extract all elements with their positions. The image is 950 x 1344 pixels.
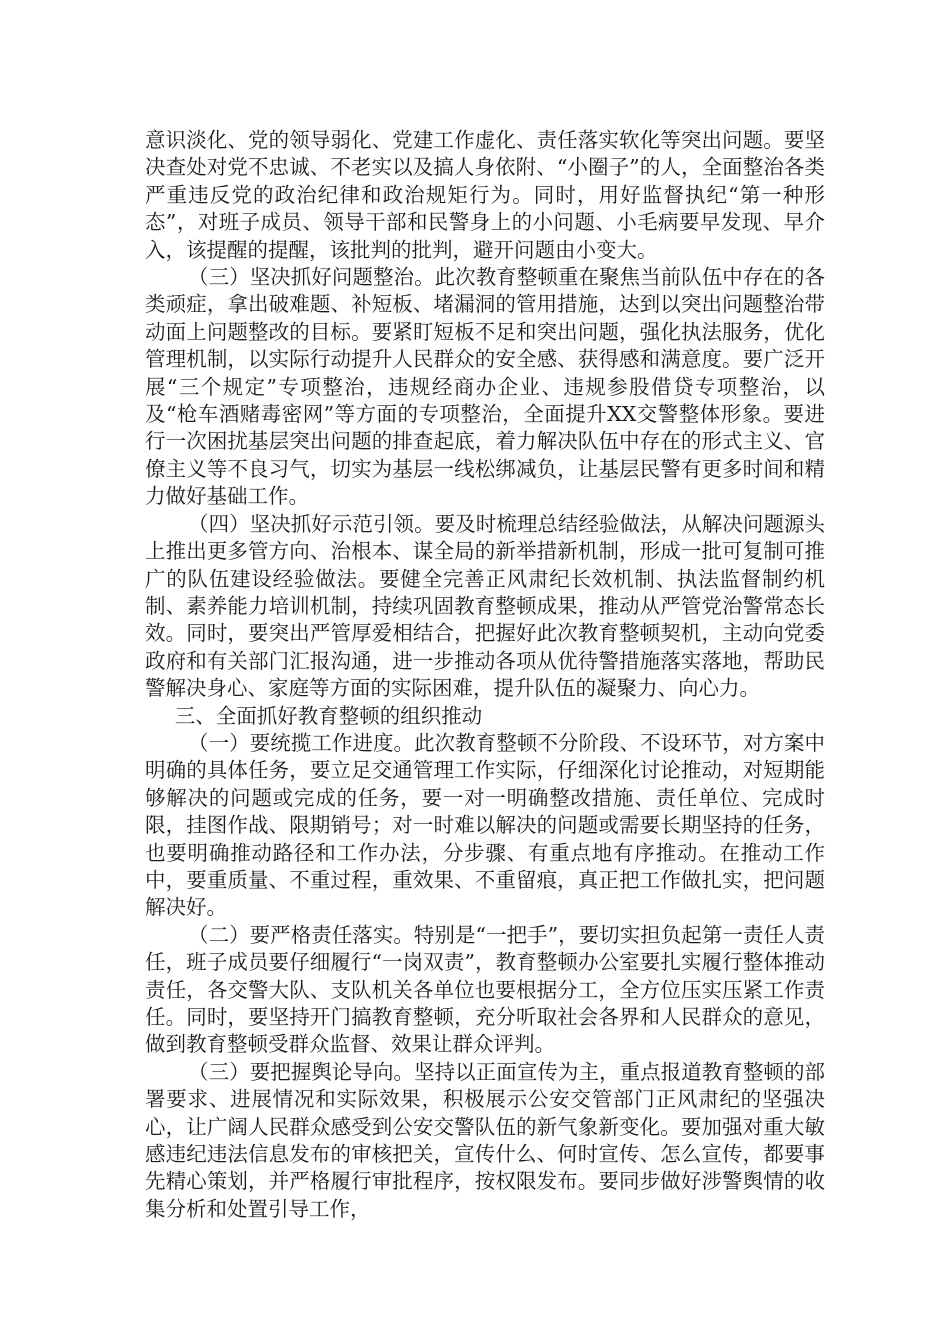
paragraph-public-opinion: （三）要把握舆论导向。坚持以正面宣传为主，重点报道教育整顿的部署要求、进展情况和实际效果，积极展示公安交管部门正风肃纪的坚强决心，让广阔人民群众感受到公安交警队伍的新气象新变化。要加强对重大敏感违纪违法信息发布的审核把关，宣传什么、何时宣传、怎么宣传，都要事先精心策划，并严格履行审批程序，按权限发布。要同步做好涉警舆情的收集分析和处置引导工作， — [145, 1059, 825, 1221]
section-heading: 三、全面抓好教育整顿的组织推动 — [174, 703, 483, 728]
paragraph-work-progress: （一）要统揽工作进度。此次教育整顿不分阶段、不设环节，对方案中明确的具体任务，要立足交通管理工作实际，仔细深化讨论推动，对短期能够解决的问题或完成的任务，要一对一明确整改措施、责任单位、完成时限，挂图作战、限期销号；对一时难以解决的问题或需要长期坚持的任务，也要明确推动路径和工作办法，分步骤、有重点地有序推动。在推动工作中，要重质量、不重过程，重效果、不重留痕，真正把工作做扎实，把问题解决好。 — [145, 730, 825, 920]
paragraph-continued: 意识淡化、党的领导弱化、党建工作虚化、责任落实软化等突出问题。要坚决查处对党不忠诚、不老实以及搞人身依附、“小圈子”的人，全面整治各类严重违反党的政治纪律和政治规矩行为。同时，用好监督执纪“第一种形态”，对班子成员、领导干部和民警身上的小问题、小毛病要早发现、早介入，该提醒的提醒，该批判的批判，避开问题由小变大。 — [145, 128, 825, 262]
document-body — [145, 127, 825, 1223]
paragraph-responsibility: （二）要严格责任落实。特别是“一把手”，要切实担负起第一责任人责任，班子成员要仔细履行“一岗双责”，教育整顿办公室要扎实履行整体推动责任，各交警大队、支队机关各单位也要根据分工，全方位压实压紧工作责任。同时，要坚持开门搞教育整顿，充分听取社会各界和人民群众的意见，做到教育整顿受群众监督、效果让群众评判。 — [145, 922, 825, 1057]
paragraph-demonstration: （四）坚决抓好示范引领。要及时梳理总结经验做法，从解决问题源头上推出更多管方向、治根本、谋全局的新举措新机制，形成一批可复制可推广的队伍建设经验做法。要健全完善正风肃纪长效机制、执法监督制约机制、素养能力培训机制，持续巩固教育整顿成果，推动从严管党治警常态长效。同时，要突出严管厚爱相结合，把握好此次教育整顿契机，主动向党委政府和有关部门汇报沟通，进一步推动各项从优待警措施落实落地，帮助民警解决身心、家庭等方面的实际困难，提升队伍的凝聚力、向心力。 — [145, 511, 825, 701]
paragraph-problem-rectification: （三）坚决抓好问题整治。此次教育整顿重在聚焦当前队伍中存在的各类顽症，拿出破难题、补短板、堵漏洞的管用措施，达到以突出问题整治带动面上问题整改的目标。要紧盯短板不足和突出问题，强化执法服务，优化管理机制，以实际行动提升人民群众的安全感、获得感和满意度。要广泛开展“三个规定”专项整治，违规经商办企业、违规参股借贷专项整治，以及“枪车酒赌毒密网”等方面的专项整治，全面提升XX交警整体形象。要进行一次困扰基层突出问题的排查起底，着力解决队伍中存在的形式主义、官僚主义等不良习气，切实为基层一线松绑减负，让基层民警有更多时间和精力做好基础工作。 — [145, 265, 825, 509]
